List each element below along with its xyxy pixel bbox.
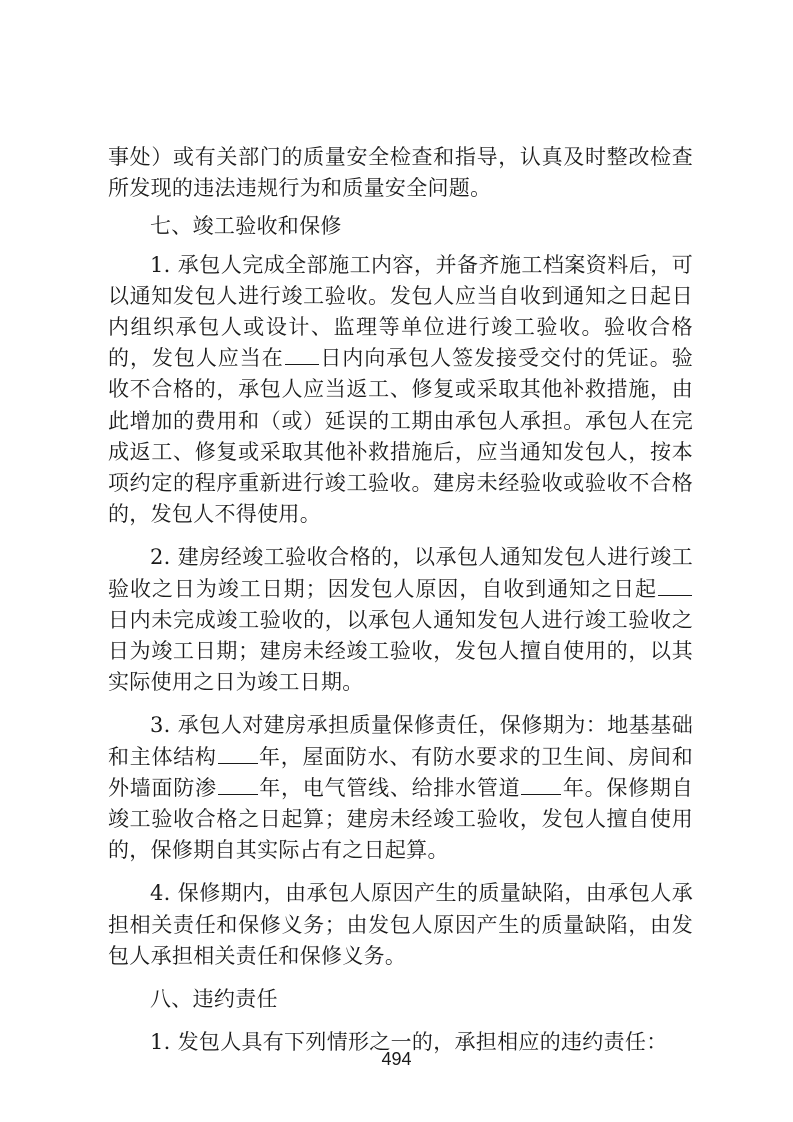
clause-7-1-text-a: 1. 承包人完成全部施工内容，并备齐施工档案资料后，可以通知发包人进行竣工验收。发包人应当自收到通知之日起日内组织承包人或设计、监理等单位进行竣工验收。验收合格的，发包人应当在: [108, 252, 693, 371]
clause-7-3-text-a: 3. 承包人对建房承担质量保修责任，保修期为：地基基础和主体结构: [108, 713, 693, 769]
clause-7-1: [108, 250, 693, 531]
clause-7-2-text-a: 2. 建房经竣工验收合格的，以承包人通知发包人进行竣工验收之日为竣工日期；因发包人原因，自收到通知之日起: [108, 545, 693, 601]
fill-in-blank: [521, 774, 561, 795]
clause-7-3-text-c: 年，电气管线、给排水管道: [258, 775, 521, 800]
clause-7-1-text-b: 日内向承包人签发接受交付的凭证。验收不合格的，承包人应当返工、修复或采取其他补救措施，由此增加的费用和（或）延误的工期由承包人承担。承包人在完成返工、修复或采取其他补救措施后，应当通知发包人，按本项约定的程序重新进行竣工验收。建房未经验收或验收不合格的，发包人不得使用。: [108, 346, 693, 527]
page-number: 494: [381, 1049, 412, 1069]
section-heading-breach-liability: 八、违约责任: [150, 987, 278, 1012]
fill-in-blank: [218, 774, 258, 795]
fill-in-blank: [218, 743, 258, 764]
paragraph-intro: 事处）或有关部门的质量安全检查和指导，认真及时整改检查所发现的违法违规行为和质量安全问题。: [108, 145, 693, 201]
clause-7-4: 4. 保修期内，由承包人原因产生的质量缺陷，由承包人承担相关责任和保修义务；由发包人原因产生的质量缺陷，由发包人承担相关责任和保修义务。: [108, 881, 693, 968]
clause-7-3-text-d: 年。保修期自竣工验收合格之日起算；建房未经竣工验收，发包人擅自使用的，保修期自其实际占有之日起算。: [108, 775, 693, 863]
clause-8-1: 1. 发包人具有下列情形之一的，承担相应的违约责任：: [150, 1030, 668, 1055]
fill-in-blank: [285, 344, 319, 365]
clause-7-2-text-b: 日内未完成竣工验收的，以承包人通知发包人进行竣工验收之日为竣工日期；建房未经竣工验收，发包人擅自使用的，以其实际使用之日为竣工日期。: [108, 607, 693, 695]
document-body: [108, 142, 693, 1058]
clause-7-3: [108, 710, 693, 866]
clause-7-2: [108, 542, 693, 698]
clause-7-3-text-b: 年，屋面防水、有防水要求的卫生间、房间和外墙面防渗: [108, 744, 694, 800]
section-heading-completion-acceptance: 七、竣工验收和保修: [150, 214, 342, 239]
fill-in-blank: [658, 575, 692, 596]
